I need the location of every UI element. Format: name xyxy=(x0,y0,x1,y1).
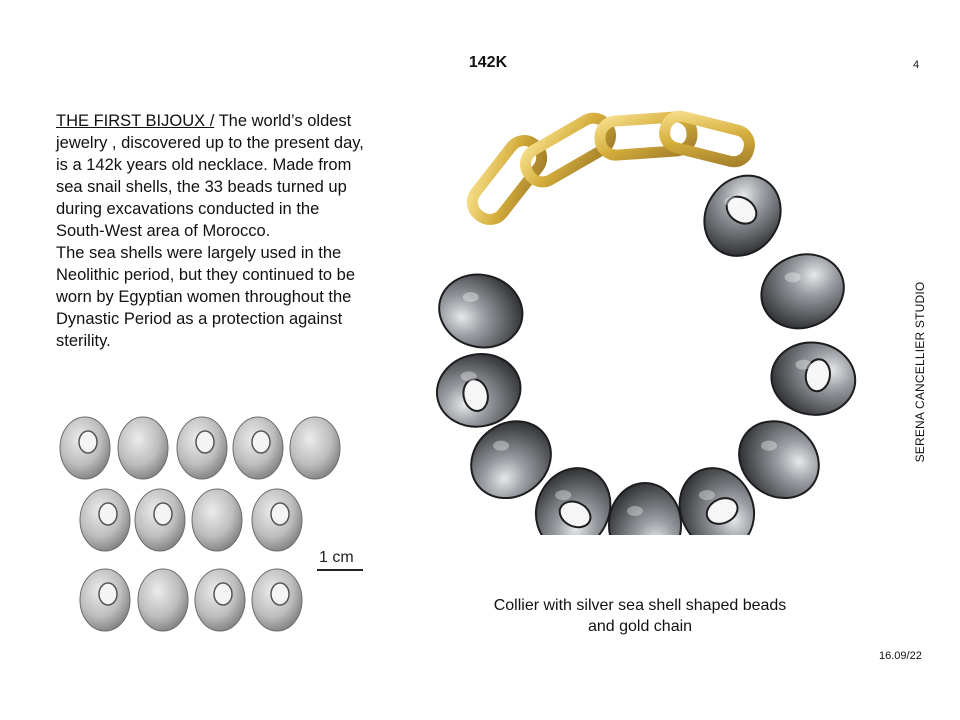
shell-bead xyxy=(195,569,245,631)
shell-bead xyxy=(252,489,302,551)
silver-bead xyxy=(431,265,531,356)
necklace-illustration xyxy=(430,105,860,535)
illustration-caption: Collier with silver sea shell shaped beads and gold chain xyxy=(493,597,787,635)
shell-beads-photo xyxy=(55,410,370,655)
shell-bead xyxy=(138,569,188,631)
shell-bead xyxy=(252,569,302,631)
shell-bead xyxy=(192,489,242,551)
shell-bead xyxy=(233,417,283,479)
shell-bead xyxy=(177,417,227,479)
shell-bead xyxy=(118,417,168,479)
studio-label: SERENA CANCELLIER STUDIO xyxy=(913,281,927,463)
paragraph-1-text: The world’s oldest jewelry , discovered up to the present day, is a 142k years old necklace. Made from sea snail shells, the 33 beads turned up during excavations conducted in the South-West area of Morocco. xyxy=(56,112,364,240)
body-text xyxy=(56,110,368,352)
shell-bead xyxy=(135,489,185,551)
silver-bead xyxy=(750,242,855,340)
silver-bead xyxy=(689,161,796,271)
scale-label: 1 cm xyxy=(319,549,354,566)
paragraph-2: The sea shells were largely used in the Neolithic period, but they continued to be worn by Egyptian women throughout the Dynastic Period as a protection against sterility. xyxy=(56,244,356,350)
page-title: 142K xyxy=(468,54,508,71)
silver-bead xyxy=(609,483,681,535)
shell-bead xyxy=(80,489,130,551)
date-label: 16.09/22 xyxy=(879,650,922,662)
chain-link xyxy=(661,113,752,165)
shell-bead xyxy=(60,417,110,479)
silver-bead xyxy=(767,337,860,420)
section-heading: THE FIRST BIJOUX / xyxy=(56,112,215,130)
paragraph-1 xyxy=(56,110,368,242)
shell-bead xyxy=(290,417,340,479)
shell-bead xyxy=(80,569,130,631)
page-number: 4 xyxy=(913,59,920,71)
